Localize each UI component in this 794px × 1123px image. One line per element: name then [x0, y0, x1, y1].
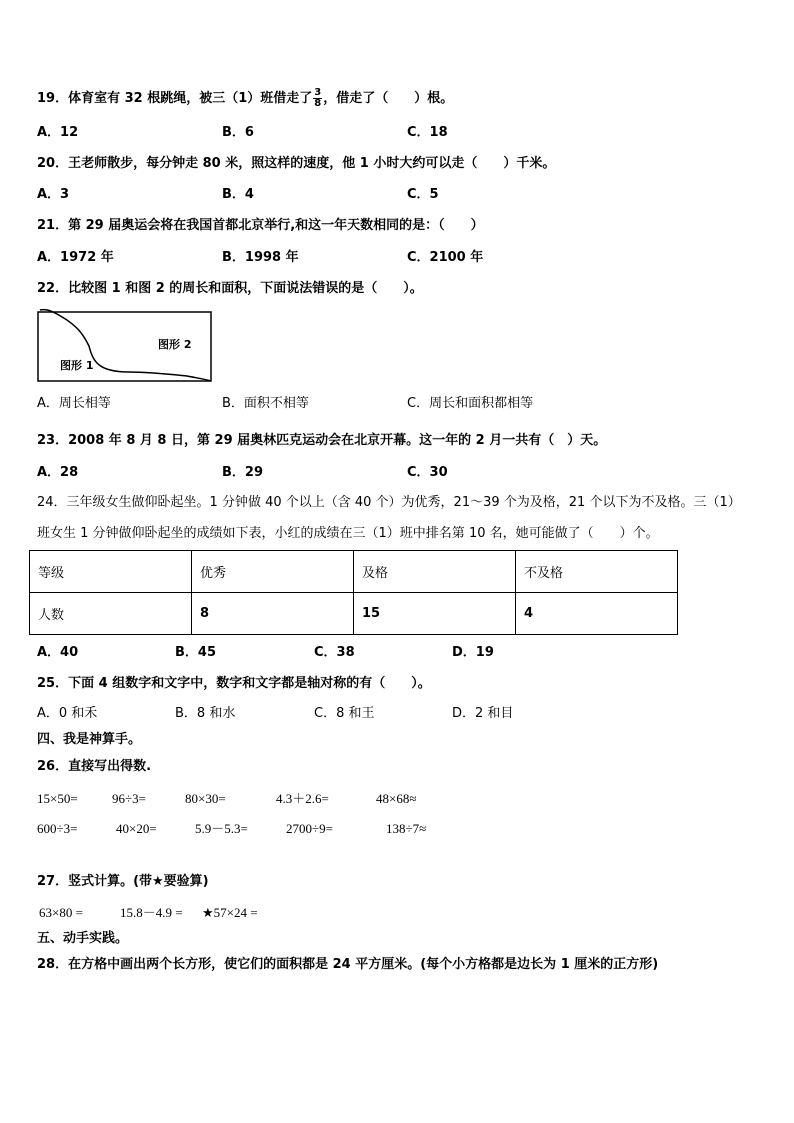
calc-item: 138÷7≈ [386, 821, 427, 836]
q21-option-a: A．1972 年 [37, 250, 114, 265]
vertical-calc-item: 15.8－4.9 = [120, 905, 183, 920]
q23-option-c: C．30 [407, 465, 448, 480]
figure-2-label: 图形 2 [158, 338, 192, 351]
q24-option-d: D．19 [452, 645, 494, 660]
table-cell: 4 [515, 593, 677, 635]
vertical-calc-item: ★57×24 = [202, 905, 258, 920]
q19-option-a: A．12 [37, 125, 79, 140]
q20-option-b: B．4 [222, 187, 254, 202]
q25-option-a: A．0 和禾 [37, 706, 98, 721]
q21-option-b: B．1998 年 [222, 250, 299, 265]
q23-option-b: B．29 [222, 465, 263, 480]
q25-option-b: B．8 和水 [175, 706, 236, 721]
q23-option-a: A．28 [37, 465, 79, 480]
table-cell: 15 [353, 593, 515, 635]
q22-option-c: C．周长和面积都相等 [407, 396, 534, 411]
q23-stem: 23．2008 年 8 月 8 日，第 29 届奥林匹克运动会在北京开幕。这一年的 2 月一共有（ ）天。 [37, 433, 607, 448]
fraction [313, 88, 322, 109]
table-cell: 及格 [353, 551, 515, 593]
q19-option-b: B．6 [222, 125, 254, 140]
table-row [30, 551, 678, 593]
q22-figure [37, 308, 213, 388]
table-cell: 等级 [30, 551, 192, 593]
section-5-heading: 五、动手实践。 [37, 931, 129, 946]
table-cell: 8 [191, 593, 353, 635]
calc-item: 48×68≈ [376, 791, 417, 806]
fraction-numerator: 3 [314, 87, 322, 98]
vertical-calc-item: 63×80 = [39, 905, 83, 920]
q19-text-pre: 19．体育室有 32 根跳绳，被三（1）班借走了 [37, 91, 313, 106]
calc-item: 4.3＋2.6= [276, 791, 329, 806]
q24-option-b: B．45 [175, 645, 216, 660]
calc-item: 2700÷9= [286, 821, 333, 836]
q24-option-c: C．38 [314, 645, 355, 660]
q19-stem [37, 88, 453, 109]
q20-stem: 20．王老师散步，每分钟走 80 米，照这样的速度，他 1 小时大约可以走（ ）千米。 [37, 156, 556, 171]
calc-item: 80×30= [185, 791, 226, 806]
q22-stem: 22．比较图 1 和图 2 的周长和面积，下面说法错误的是（ ）。 [37, 281, 423, 296]
q22-option-b: B．面积不相等 [222, 396, 309, 411]
q19-option-c: C．18 [407, 125, 448, 140]
q26-stem: 26．直接写出得数. [37, 759, 152, 774]
table-row [30, 593, 678, 635]
q21-stem: 21．第 29 届奥运会将在我国首都北京举行,和这一年天数相同的是：（ ） [37, 218, 484, 233]
q20-option-c: C．5 [407, 187, 439, 202]
fraction-denominator: 8 [314, 98, 322, 109]
table-cell: 人数 [30, 593, 192, 635]
q25-stem: 25．下面 4 组数字和文字中，数字和文字都是轴对称的有（ ）。 [37, 676, 431, 691]
q24-option-a: A．40 [37, 645, 79, 660]
figure-1-label: 图形 1 [60, 359, 94, 372]
grade-table [29, 550, 678, 635]
table-cell: 优秀 [191, 551, 353, 593]
q27-stem: 27．竖式计算。(带★要验算) [37, 874, 209, 889]
calc-item: 600÷3= [37, 821, 78, 836]
calc-item: 5.9－5.3= [195, 821, 248, 836]
q28-stem: 28．在方格中画出两个长方形，使它们的面积都是 24 平方厘米。(每个小方格都是边长为 1 厘米的正方形) [37, 957, 659, 972]
q22-option-a: A．周长相等 [37, 396, 111, 411]
q25-option-c: C．8 和王 [314, 706, 375, 721]
q24-stem-line2: 班女生 1 分钟做仰卧起坐的成绩如下表，小红的成绩在三（1）班中排名第 10 名，她可能做了（ ）个。 [37, 526, 659, 541]
q24-stem-line1: 24．三年级女生做仰卧起坐。1 分钟做 40 个以上（含 40 个）为优秀，21～39 个为及格，21 个以下为不及格。三（1） [37, 495, 741, 510]
section-4-heading: 四、我是神算手。 [37, 732, 142, 747]
figure-shapes [37, 308, 213, 384]
q20-option-a: A．3 [37, 187, 70, 202]
q19-text-post: ，借走了（ ）根。 [323, 91, 454, 106]
calc-item: 40×20= [116, 821, 157, 836]
calc-item: 96÷3= [112, 791, 146, 806]
table-cell: 不及格 [515, 551, 677, 593]
q21-option-c: C．2100 年 [407, 250, 484, 265]
q25-option-d: D．2 和目 [452, 706, 514, 721]
calc-item: 15×50= [37, 791, 78, 806]
